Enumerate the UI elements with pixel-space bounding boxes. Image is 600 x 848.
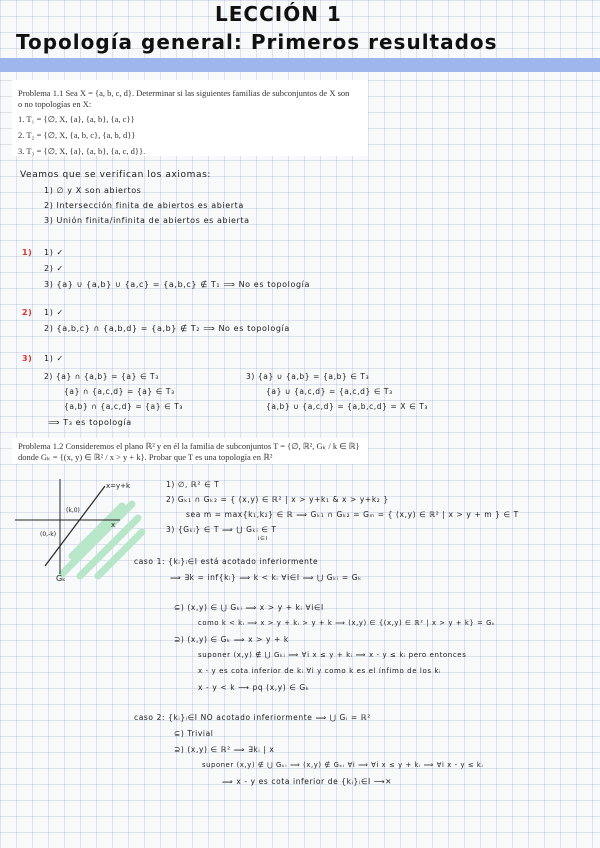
lesson-title: LECCIÓN 1 [215,2,342,26]
axioms-intro: Veamos que se verifican los axiomas: [20,170,212,180]
case-1-infimum: ⟹ ∃k = inf{kᵢ} ⟹ k < kᵢ ∀i∈I ⟹ ⋃ Gₖᵢ = Gₖ [170,573,362,582]
solution-3-number: 3) [22,354,33,363]
solution-1-axiom2: 2) ✓ [44,264,64,273]
solution-3-intersection-1: 2) {a} ∩ {a,b} = {a} ∈ T₃ [44,372,159,381]
half-plane-figure [10,474,160,584]
case-1-subset-2b: suponer (x,y) ∉ ⋃ Gₖᵢ ⟹ ∀i x ≤ y + kᵢ ⟹ x - y ≤ kᵢ pero entonces [198,651,467,659]
solution-2-axiom2: 2) {a,b,c} ∩ {a,b,d} = {a,b} ∉ T₂ ⟹ No es topología [44,324,290,333]
solution-3-intersection-2: {a} ∩ {a,c,d} = {a} ∈ T₃ [64,387,175,396]
shaded-region [62,504,142,576]
case-1-heading: caso 1: {kᵢ}ᵢ∈I está acotado inferiormente [134,557,319,566]
point-k0-label: (k,0) [66,507,80,514]
solution-1-axiom3: 3) {a} ∪ {a,b} ∪ {a,c} = {a,b,c} ∉ T₁ ⟹ No es topología [44,280,310,289]
p2-axiom2-max: sea m = max{k₁,k₂} ∈ ℝ ⟹ Gₖ₁ ∩ Gₖ₂ = Gₘ = { (x,y) ∈ ℝ² | x > y + m } ∈ T [186,510,519,519]
solution-2-number: 2) [22,308,33,317]
solution-3-union-1: 3) {a} ∪ {a,b} = {a,b} ∈ T₃ [246,372,370,381]
point-0k-label: (0,-k) [40,531,57,538]
region-label: Gₖ [56,574,66,583]
solution-3-intersection-3: {a,b} ∩ {a,c,d} = {a} ∈ T₃ [64,402,184,411]
solution-1-number: 1) [22,248,33,257]
problem-2-statement-line2: donde Gₖ = {(x, y) ∈ ℝ² / x > y + k}. Probar que T es una topología en ℝ² [18,452,273,462]
solution-1-axiom1: 1) ✓ [44,248,64,257]
p2-axiom2: 2) Gₖ₁ ∩ Gₖ₂ = { (x,y) ∈ ℝ² | x > y+k₁ & x > y+k₂ } [166,495,389,504]
problem-2-statement-line1: Problema 1.2 Consideremos el plano ℝ² y en él la familia de subconjuntos T = {∅, ℝ², Gₖ / k ∈ ℝ} [18,441,360,451]
problem-1-item1: 1. T₁ = {∅, X, {a}, {a, b}, {a, c}} [18,114,135,124]
axiom-1: 1) ∅ y X son abiertos [44,186,142,195]
case-1-subset-1b: como k < kᵢ ⟹ x > y + kᵢ > y + k ⟹ (x,y) ∈ {(x,y) ∈ ℝ² | x > y + k} = Gₖ [198,619,496,627]
axiom-2: 2) Intersección finita de abiertos es abierta [44,201,244,210]
p2-axiom1: 1) ∅, ℝ² ∈ T [166,480,220,489]
case-2-contradiction: suponer (x,y) ∉ ⋃ Gₖᵢ ⟹ (x,y) ∉ Gₖᵢ ∀i ⟹ ∀i x ≤ y + kᵢ ⟹ ∀i x - y ≤ kᵢ [202,761,484,769]
lesson-subtitle: Topología general: Primeros resultados [16,30,498,54]
x-axis-label: x [111,521,116,529]
line-label: x=y+k [106,482,131,490]
axiom-3: 3) Unión finita/infinita de abiertos es abierta [44,216,250,225]
solution-3-union-3: {a,b} ∪ {a,c,d} = {a,b,c,d} = X ∈ T₃ [266,402,429,411]
problem-1-statement-line1: Problema 1.1 Sea X = {a, b, c, d}. Determinar si las siguientes familias de subconjuntos de X son [18,88,350,98]
case-1-subset-1: ⊆) (x,y) ∈ ⋃ Gₖᵢ ⟹ x > y + kᵢ ∀i∈I [174,603,324,612]
solution-3-union-2: {a} ∪ {a,c,d} = {a,c,d} ∈ T₃ [266,387,393,396]
title-highlight-bar [0,58,600,72]
p2-axiom3-index: i∈I [258,536,268,542]
case-1-subset-2d: x - y < k ⟶ pq (x,y) ∈ Gₖ [198,683,310,692]
case-1-subset-2c: x - y es cota inferior de kᵢ ∀i y como k es el ínfimo de los kᵢ [198,667,441,675]
problem-1-item3: 3. T₃ = {∅, X, {a}, {a, b}, {a, c, d}}. [18,146,146,156]
case-2-heading: caso 2: {kᵢ}ᵢ∈I NO acotado inferiormente ⟹ ⋃ Gᵢ = ℝ² [134,713,371,722]
case-1-subset-2: ⊇) (x,y) ∈ Gₖ ⟹ x > y + k [174,635,289,644]
case-2-subset-1: ⊆) Trivial [174,729,214,738]
solution-3-axiom1: 1) ✓ [44,354,64,363]
p2-axiom3: 3) {Gₖᵢ} ∈ T ⟹ ⋃ Gₖᵢ ∈ T [166,525,277,534]
case-2-subset-2: ⊇) (x,y) ∈ ℝ² ⟹ ∃kᵢ | x [174,745,275,754]
case-2-conclusion: ⟹ x - y es cota inferior de {kᵢ}ᵢ∈I ⟶✕ [222,777,393,786]
solution-2-axiom1: 1) ✓ [44,308,64,317]
problem-1-item2: 2. T₂ = {∅, X, {a, b, c}, {a, b, d}} [18,130,136,140]
solution-3-conclusion: ⟹ T₃ es topología [48,418,132,427]
problem-1-statement-line2: o no topologías en X: [18,99,92,109]
